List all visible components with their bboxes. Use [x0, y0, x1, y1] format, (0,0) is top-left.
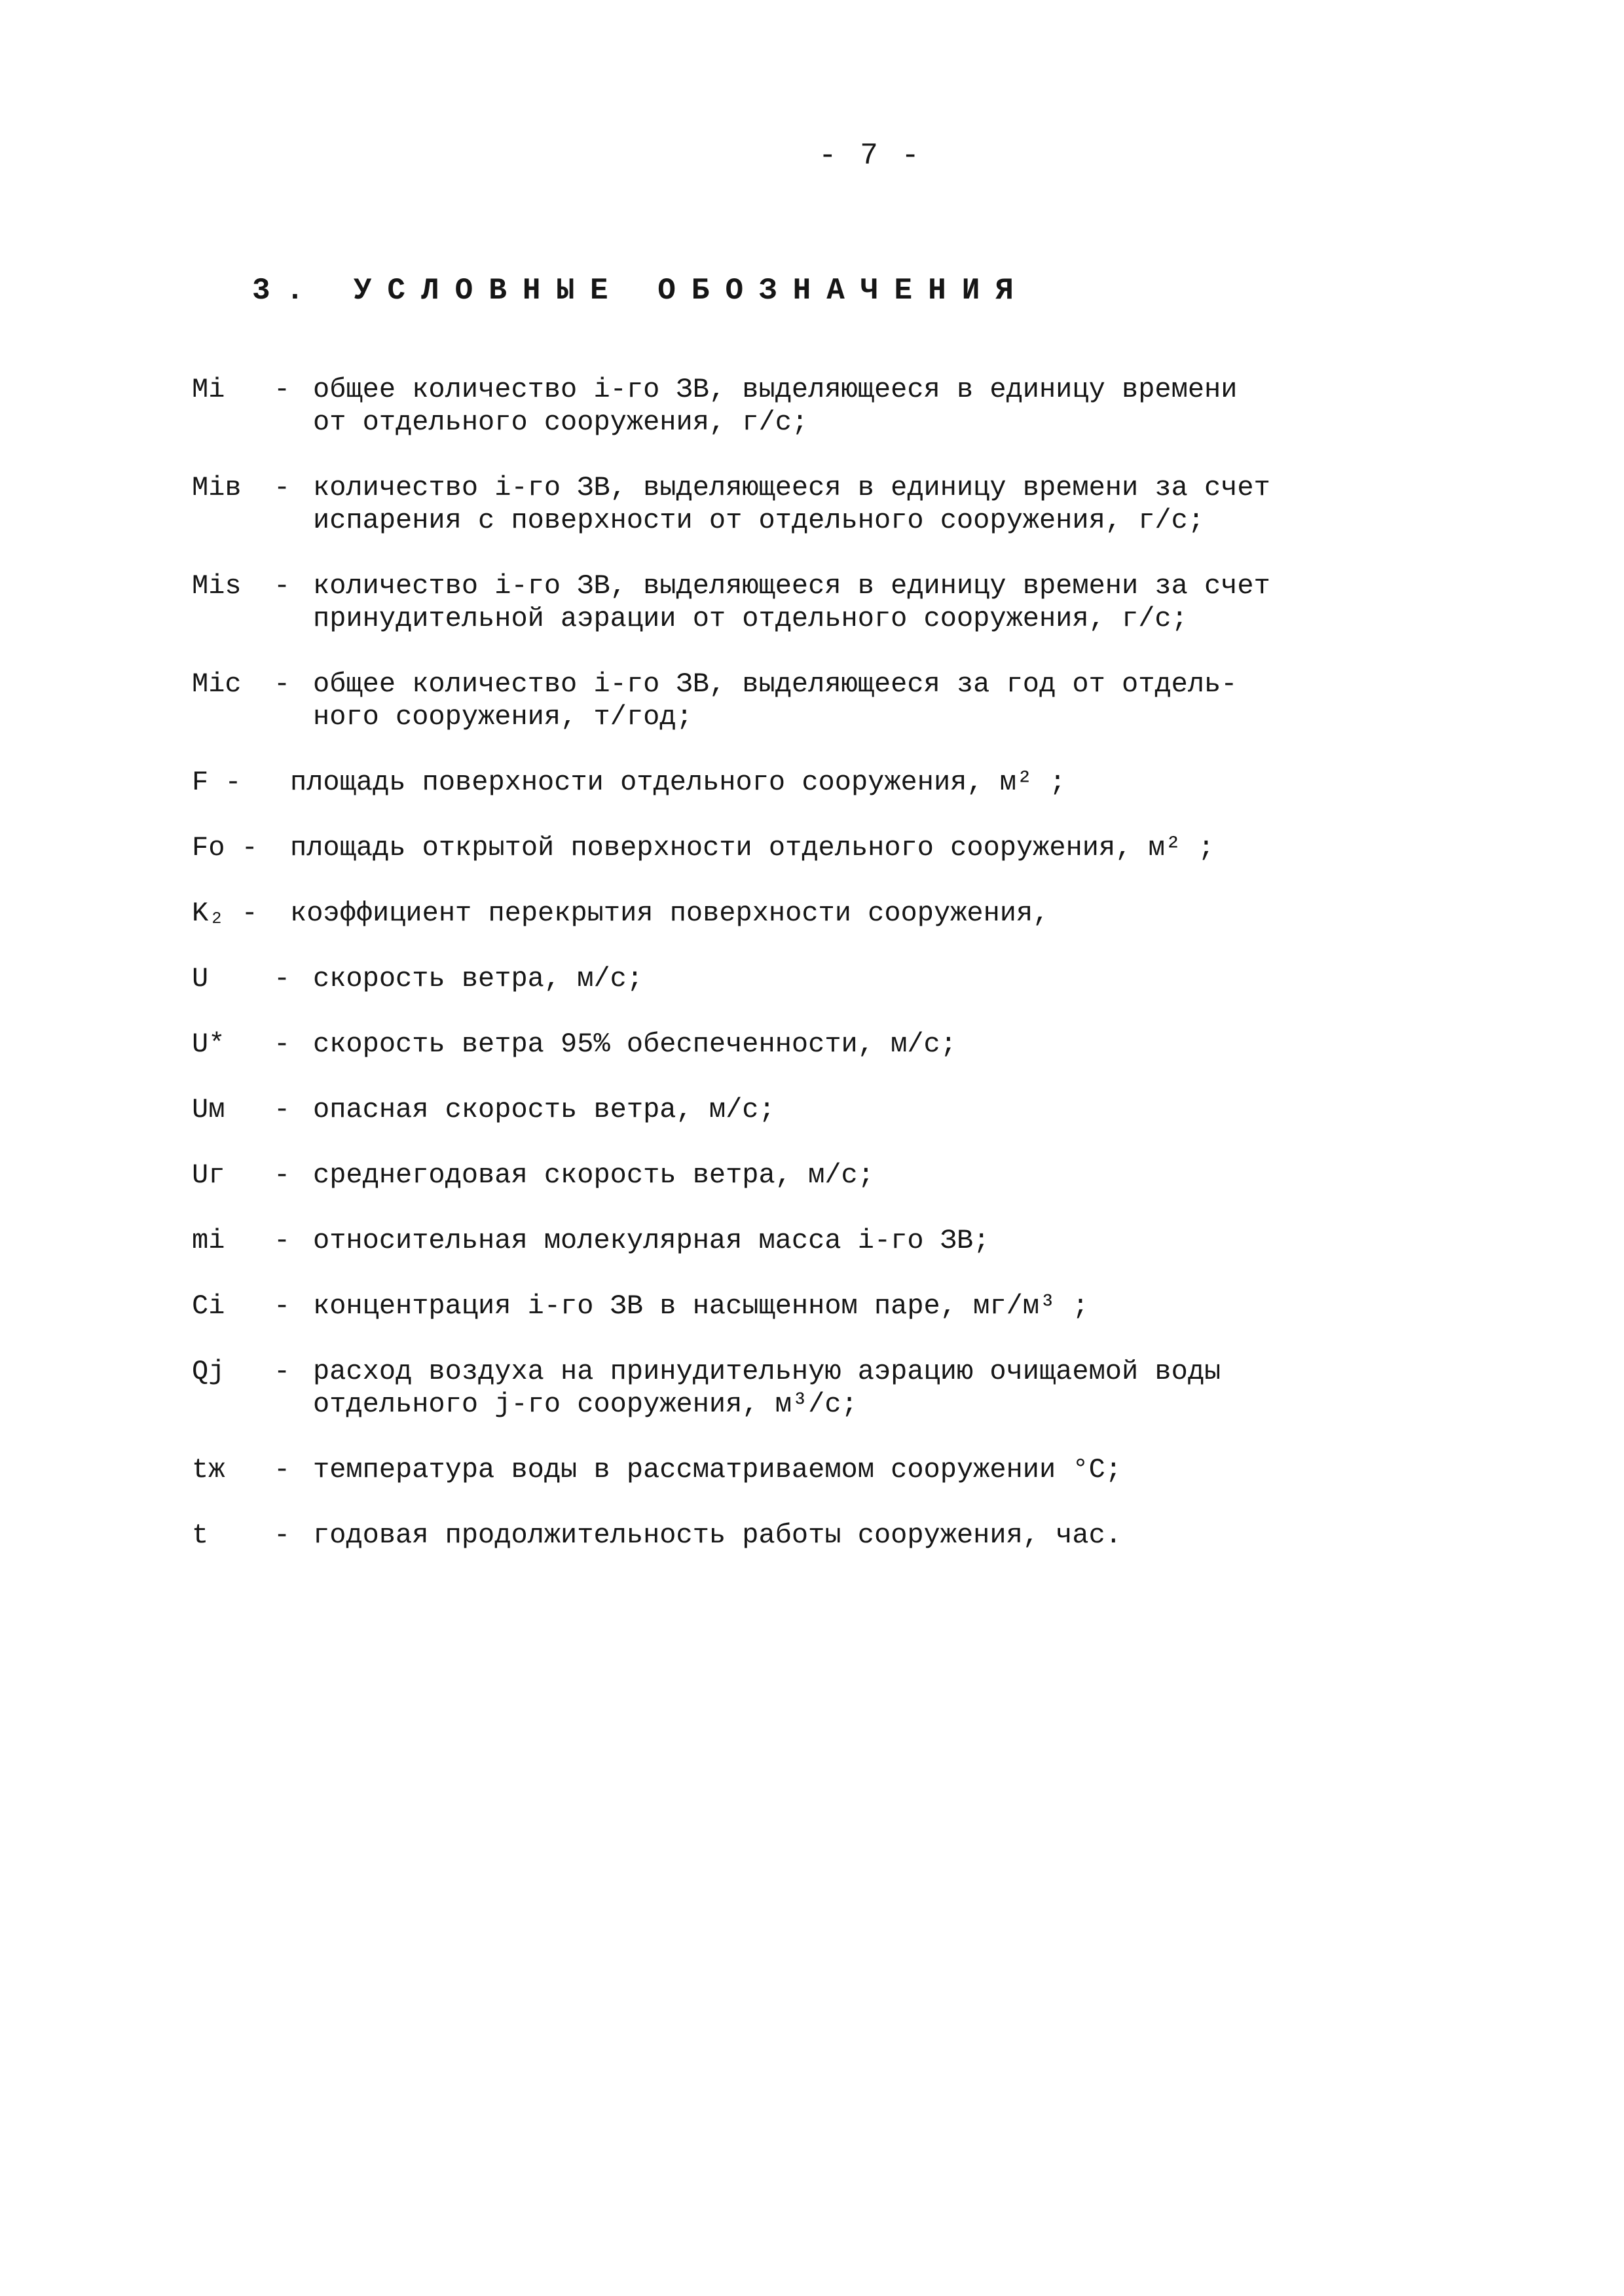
definition-symbol: Mis	[192, 570, 242, 602]
definition-symbol: t	[192, 1520, 209, 1551]
definition-text	[290, 831, 1488, 864]
definition-text	[313, 668, 1511, 733]
definition-line: ного сооружения, т/год;	[313, 701, 693, 733]
definition-dash: -	[274, 963, 291, 994]
definition-dash: -	[274, 1159, 291, 1191]
definition-line: относительная молекулярная масса i-го ЗВ;	[313, 1225, 990, 1256]
definition-dash: -	[274, 374, 291, 405]
definition-dash: -	[274, 472, 291, 503]
definition-text	[313, 1519, 1511, 1552]
definition-text	[313, 1028, 1511, 1061]
definition-symbol: U*	[192, 1029, 225, 1060]
definition-dash: -	[274, 1225, 291, 1256]
definition-line: испарения с поверхности от отдельного сооружения, г/с;	[313, 505, 1205, 536]
definition-symbol: Ci	[192, 1290, 225, 1322]
definition-symbol: Uг	[192, 1159, 225, 1191]
definition-line: отдельного j-го сооружения, м³/с;	[313, 1389, 858, 1420]
definition-dash: -	[274, 1290, 291, 1322]
definition-symbol: K₂ -	[192, 898, 258, 929]
definition-text	[313, 962, 1511, 995]
definition-text	[290, 766, 1488, 799]
definition-dash: -	[274, 1094, 291, 1125]
definition-symbol: Qj	[192, 1356, 225, 1387]
definition-symbol: Miс	[192, 668, 242, 700]
definition-line: скорость ветра, м/с;	[313, 963, 644, 994]
definition-dash: -	[274, 668, 291, 700]
definition-symbol: tж	[192, 1454, 225, 1485]
definition-text	[313, 1453, 1511, 1486]
definition-line: опасная скорость ветра, м/с;	[313, 1094, 775, 1125]
definition-text	[313, 1290, 1511, 1322]
definition-text	[313, 570, 1511, 635]
definition-symbol: mi	[192, 1225, 225, 1256]
definition-line: площадь поверхности отдельного сооружения, м² ;	[290, 767, 1066, 798]
definition-line: общее количество i-го ЗВ, выделяющееся за год от отдель-	[313, 668, 1238, 700]
definition-line: количество i-го ЗВ, выделяющееся в единицу времени за счет	[313, 570, 1270, 602]
definition-line: среднегодовая скорость ветра, м/с;	[313, 1159, 874, 1191]
definition-symbol: Fo -	[192, 832, 258, 864]
definition-line: расход воздуха на принудительную аэрацию очищаемой воды	[313, 1356, 1221, 1387]
definition-symbol: F -	[192, 767, 242, 798]
definition-symbol: Miв	[192, 472, 242, 503]
definition-line: количество i-го ЗВ, выделяющееся в единицу времени за счет	[313, 472, 1270, 503]
definition-line: концентрация i-го ЗВ в насыщенном паре, мг/м³ ;	[313, 1290, 1089, 1322]
definition-line: от отдельного сооружения, г/с;	[313, 407, 809, 438]
section-title: 3. УСЛОВНЫЕ ОБОЗНАЧЕНИЯ	[252, 274, 1029, 308]
definition-line: температура воды в рассматриваемом сооружении °С;	[313, 1454, 1122, 1485]
definition-dash: -	[274, 1356, 291, 1387]
definition-line: принудительной аэрации от отдельного сооружения, г/с;	[313, 603, 1188, 634]
definition-text	[313, 1355, 1511, 1421]
definition-dash: -	[274, 1029, 291, 1060]
definition-symbol: Uм	[192, 1094, 225, 1125]
definition-line: годовая продолжительность работы сооружения, час.	[313, 1520, 1122, 1551]
definition-text	[313, 1093, 1511, 1126]
definition-dash: -	[274, 1520, 291, 1551]
definition-dash: -	[274, 570, 291, 602]
definition-text	[313, 373, 1511, 439]
definition-text	[313, 1224, 1511, 1257]
definition-text	[313, 471, 1511, 537]
definition-text	[313, 1159, 1511, 1192]
page-number: - 7 -	[819, 139, 923, 173]
definition-line: скорость ветра 95% обеспеченности, м/с;	[313, 1029, 957, 1060]
definition-symbol: U	[192, 963, 209, 994]
definition-line: площадь открытой поверхности отдельного сооружения, м² ;	[290, 832, 1215, 864]
definition-text	[290, 897, 1488, 930]
definition-line: коэффициент перекрытия поверхности сооружения,	[290, 898, 1050, 929]
definition-symbol: Mi	[192, 374, 225, 405]
definition-line: общее количество i-го ЗВ, выделяющееся в единицу времени	[313, 374, 1238, 405]
definition-dash: -	[274, 1454, 291, 1485]
